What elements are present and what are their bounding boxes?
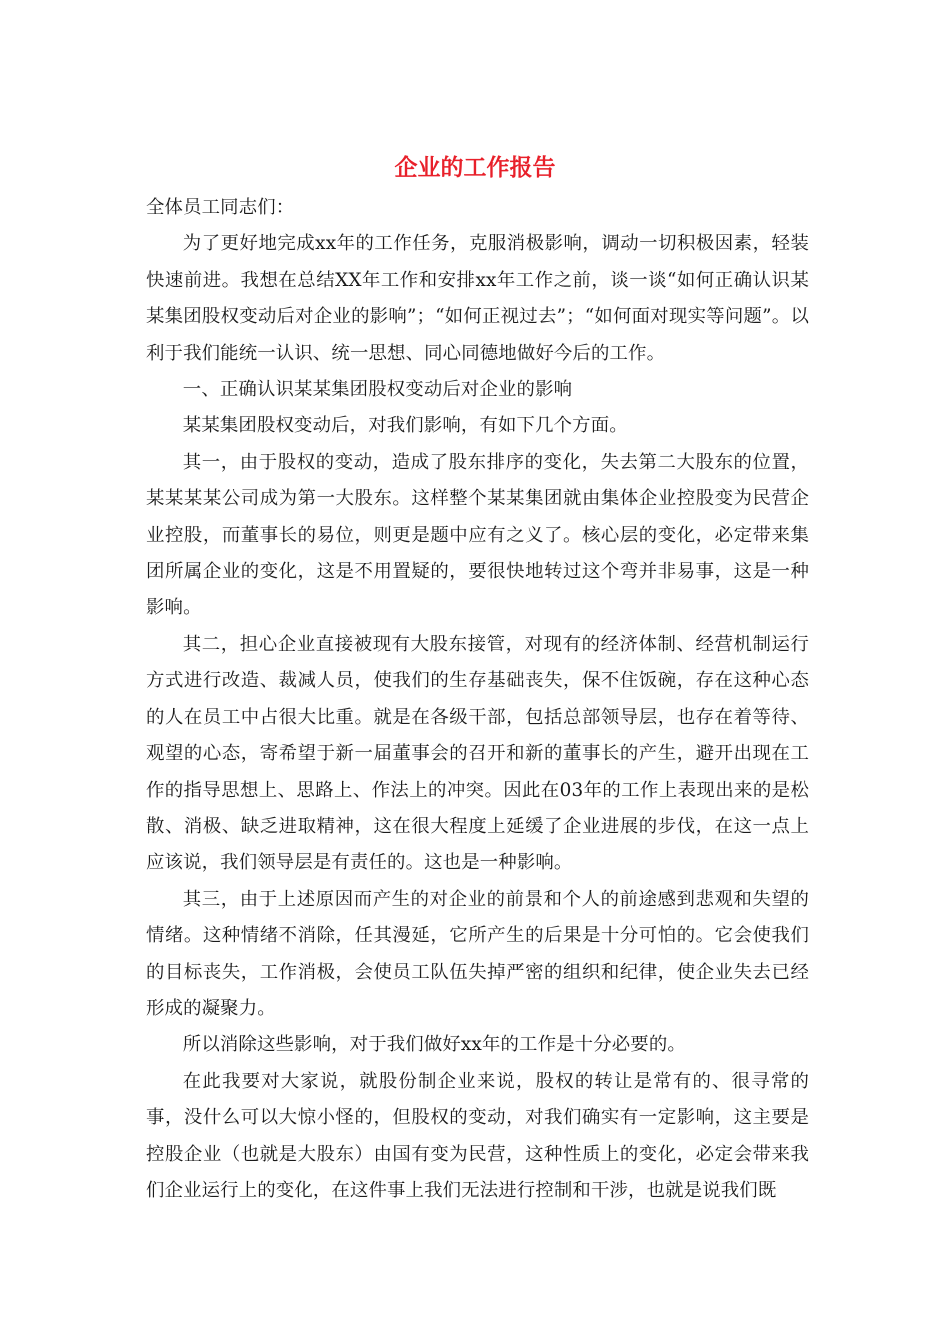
paragraph-impacts-intro: 某某集团股权变动后，对我们影响，有如下几个方面。 (182, 415, 628, 437)
paragraph-impact-1: 其一，由于股权的变动，造成了股东排序的变化，失去第二大股东的位置，某某某某公司成为第一大股东。这样整个某某集团就由集体企业控股变为民营企业控股，而董事长的易位，则更是题中应有之义了。核心层的变化，必定带来集团所属企业的变化，这是不用置疑的，要很快地转过这个弯并非易事，这是一种影响。 (146, 451, 809, 619)
document-title: 企业的工作报告 (394, 154, 556, 181)
paragraph-impact-2: 其二，担心企业直接被现有大股东接管，对现有的经济体制、经营机制运行方式进行改造、裁减人员，使我们的生存基础丧失，保不住饭碗，存在这种心态的人在员工中占很大比重。就是在各级干部，包括总部领导层，也存在着等待、观望的心态，寄希望于新一届董事会的召开和新的董事长的产生，避开出现在工作的指导思想上、思路上、作法上的冲突。因此在03年的工作上表现出来的是松散、消极、缺乏进取精神，这在很大程度上延缓了企业进展的步伐，在这一点上应该说，我们领导层是有责任的。这也是一种影响。 (146, 633, 809, 874)
paragraph-conclusion: 所以消除这些影响，对于我们做好xx年的工作是十分必要的。 (182, 1034, 686, 1056)
paragraph-impact-3: 其三，由于上述原因而产生的对企业的前景和个人的前途感到悲观和失望的情绪。这种情绪不消除，任其漫延，它所产生的后果是十分可怕的。它会使我们的目标丧失，工作消极，会使员工队伍失掉严密的组织和纪律，使企业失去已经形成的凝聚力。 (146, 888, 809, 1019)
paragraph-statement: 在此我要对大家说，就股份制企业来说，股权的转让是常有的、很寻常的事，没什么可以大惊小怪的，但股权的变动，对我们确实有一定影响，这主要是控股企业（也就是大股东）由国有变为民营，这种性质上的变化，必定会带来我们企业运行上的变化，在这件事上我们无法进行控制和干涉，也就是说我们既 (146, 1070, 809, 1201)
section-heading-1: 一、正确认识某某集团股权变动后对企业的影响 (182, 379, 573, 401)
salutation: 全体员工同志们： (146, 197, 295, 218)
paragraph-intro: 为了更好地完成xx年的工作任务，克服消极影响，调动一切积极因素，轻装快速前进。我想在总结XX年工作和安排xx年工作之前，谈一谈“如何正确认识某某集团股权变动后对企业的影响”；“如何正视过去”；“如何面对现实等问题”。以利于我们能统一认识、统一思想、同心同德地做好今后的工作。 (146, 233, 809, 364)
document-body (146, 190, 809, 1209)
